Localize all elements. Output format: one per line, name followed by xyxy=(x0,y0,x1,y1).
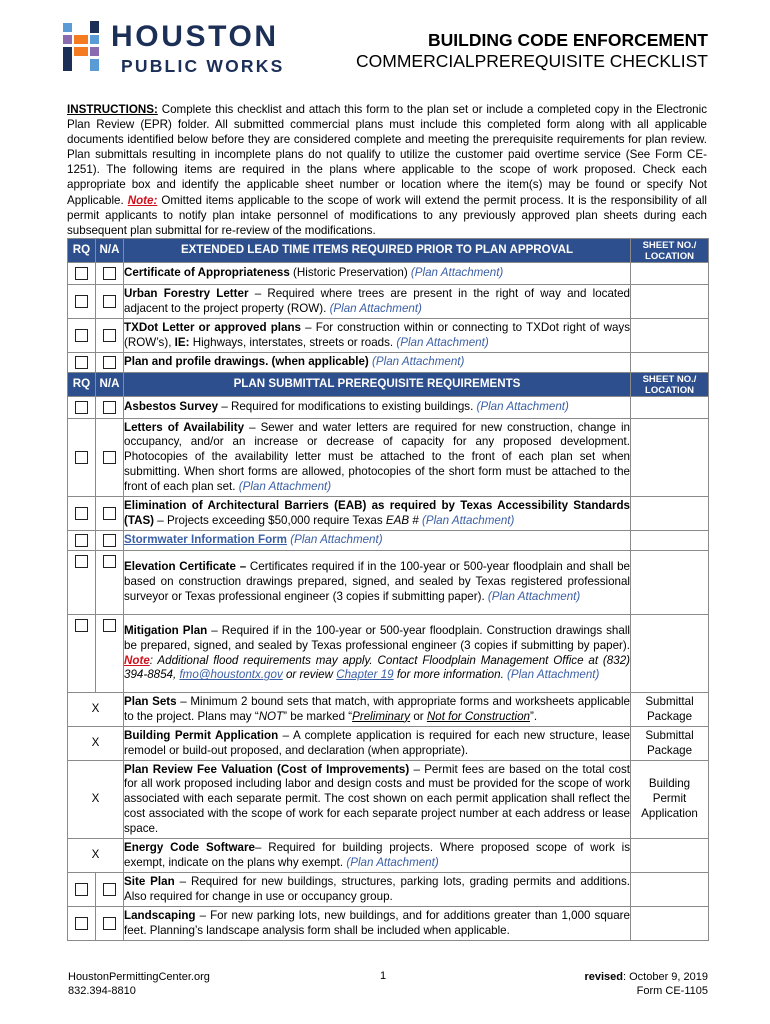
instructions-paragraph xyxy=(67,102,707,238)
table-row xyxy=(68,839,709,873)
page-number: 1 xyxy=(380,970,387,982)
page-subtitle: COMMERCIALPREREQUISITE CHECKLIST xyxy=(356,51,708,71)
item-elevation-certificate: Elevation Certificate – Certificates required if in the 100-year or 500-year floodplain and shall be based on construction drawings prepared, signed, and sealed by Texas registered professional surveyor or Texas professional engineer (3 copies if submitting paper). (Plan Attachment) xyxy=(124,551,631,615)
section1-header-row xyxy=(68,239,709,263)
section2-title: PLAN SUBMITTAL PREREQUISITE REQUIREMENTS xyxy=(124,373,631,397)
na-checkbox[interactable] xyxy=(103,917,116,930)
logo-public-works-text: PUBLIC WORKS xyxy=(121,56,285,76)
item-letters-of-availability: Letters of Availability – Sewer and water letters are required for new construction, change in occupancy, and/or an increase or decrease of capacity for any proposed development. Photocopies of the availability letter must be attached to the front of each plan set when submitting. When short forms are allowed, photocopies of the short form must be attached to the front of each plan set. (Plan Attachment) xyxy=(124,419,631,497)
footer-contact xyxy=(68,970,210,998)
sheet-location-cell[interactable] xyxy=(631,397,709,419)
sheet-location-cell[interactable] xyxy=(631,873,709,907)
sheet-location-header: SHEET NO./ LOCATION xyxy=(631,239,709,263)
instructions-text-2: Omitted items applicable to the scope of work will extend the permit process. It is the responsibility of all permit applicants to notify plan intake personnel of modifications to any previously approved plan sheets during each subsequent plan submittal for re-review of the modifications. xyxy=(67,193,707,237)
item-plan-review-fee-valuation: Plan Review Fee Valuation (Cost of Improvements) – Permit fees are based on the total cost for all work proposed including labor and design costs and must be provided for the scope of work associated with each separate permit. The cost shown on each permit application shall reflect the cost associated with the scope of work for each separate project number at each address or lease space. xyxy=(124,761,631,839)
na-checkbox[interactable] xyxy=(103,329,116,342)
checklist-table xyxy=(67,238,709,941)
table-row xyxy=(68,285,709,319)
sheet-location-cell[interactable]: Building Permit Application xyxy=(631,761,709,839)
na-column-header: N/A xyxy=(96,373,124,397)
instructions-label: INSTRUCTIONS: xyxy=(67,103,158,116)
rq-checkbox[interactable] xyxy=(75,917,88,930)
table-row xyxy=(68,263,709,285)
logo-houston-text: HOUSTON xyxy=(111,20,279,53)
table-row xyxy=(68,319,709,353)
item-stormwater-information-form: Stormwater Information Form (Plan Attachment) xyxy=(124,531,631,551)
table-row xyxy=(68,693,709,727)
rq-checkbox[interactable] xyxy=(75,451,88,464)
page-title: BUILDING CODE ENFORCEMENT xyxy=(428,30,708,50)
na-checkbox[interactable] xyxy=(103,295,116,308)
rq-checkbox[interactable] xyxy=(75,555,88,568)
sheet-location-cell[interactable] xyxy=(631,263,709,285)
revised-label: revised xyxy=(584,971,623,983)
sheet-location-cell[interactable] xyxy=(631,319,709,353)
logo-mark-icon xyxy=(63,21,103,73)
item-building-permit-application: Building Permit Application – A complete application is required for each new structure, lease remodel or build-out proposed, and declaration (when appropriate). xyxy=(124,727,631,761)
instructions-text-1: Complete this checklist and attach this form to the plan set or include a completed copy in the Electronic Plan Review (EPR) folder. All submitted commercial plans must include this completed form along with all applicable documents identified below before they are considered complete and meeting the prerequisite requirements for plan review. Plan submittals resulting in incomplete plans do not qualify to utilize the customer paid overtime service (See Form CE-1251). The following items are required in the plans where applicable to the scope of work proposed. Check each appropriate box and identify the applicable sheet number or location where the item(s) may be found or specify Not Applicable. xyxy=(67,103,707,207)
sheet-location-cell[interactable]: Submittal Package xyxy=(631,727,709,761)
item-eab: Elimination of Architectural Barriers (EAB) as required by Texas Accessibility Standards (TAS) – Projects exceeding $50,000 require Texas EAB # (Plan Attachment) xyxy=(124,497,631,531)
sheet-location-cell[interactable] xyxy=(631,497,709,531)
table-row xyxy=(68,419,709,497)
footer-revision xyxy=(584,970,708,998)
section2-header-row xyxy=(68,373,709,397)
table-row xyxy=(68,551,709,615)
item-mitigation-plan: Mitigation Plan – Required if in the 100-year or 500-year floodplain. Construction drawings shall be prepared, signed, and sealed by Texas professional engineer (3 copies if submitting by paper). Note: Additional flood requirements may apply. Contact Floodplain Management Office at (832) 394-8854, fmo@houstontx.gov or review Chapter 19 for more information. (Plan Attachment) xyxy=(124,615,631,693)
na-checkbox[interactable] xyxy=(103,401,116,414)
rq-checkbox[interactable] xyxy=(75,619,88,632)
rq-checkbox[interactable] xyxy=(75,329,88,342)
rq-mark: X xyxy=(68,693,124,727)
stormwater-form-link[interactable]: Stormwater Information Form xyxy=(124,533,287,547)
rq-checkbox[interactable] xyxy=(75,534,88,547)
table-row xyxy=(68,907,709,941)
sheet-location-header: SHEET NO./ LOCATION xyxy=(631,373,709,397)
sheet-location-cell[interactable] xyxy=(631,285,709,319)
rq-checkbox[interactable] xyxy=(75,401,88,414)
item-certificate-of-appropriateness: Certificate of Appropriateness (Historic Preservation) (Plan Attachment) xyxy=(124,263,631,285)
sheet-location-cell[interactable] xyxy=(631,531,709,551)
section1-title: EXTENDED LEAD TIME ITEMS REQUIRED PRIOR TO PLAN APPROVAL xyxy=(124,239,631,263)
form-number: Form CE-1105 xyxy=(636,985,708,997)
na-checkbox[interactable] xyxy=(103,507,116,520)
na-checkbox[interactable] xyxy=(103,267,116,280)
rq-mark: X xyxy=(68,727,124,761)
rq-checkbox[interactable] xyxy=(75,883,88,896)
sheet-location-cell[interactable] xyxy=(631,419,709,497)
rq-checkbox[interactable] xyxy=(75,295,88,308)
item-site-plan: Site Plan – Required for new buildings, structures, parking lots, grading permits and additions. Also required for change in use or occupancy group. xyxy=(124,873,631,907)
fmo-email-link[interactable]: fmo@houstontx.gov xyxy=(179,668,283,682)
rq-checkbox[interactable] xyxy=(75,267,88,280)
table-row xyxy=(68,615,709,693)
footer-phone: 832.394-8810 xyxy=(68,985,136,997)
revised-date: : October 9, 2019 xyxy=(623,971,708,983)
na-checkbox[interactable] xyxy=(103,534,116,547)
rq-checkbox[interactable] xyxy=(75,507,88,520)
table-row xyxy=(68,353,709,373)
chapter-19-link[interactable]: Chapter 19 xyxy=(336,668,394,682)
houston-public-works-logo xyxy=(63,21,308,75)
item-energy-code-software: Energy Code Software– Required for building projects. Where proposed scope of work is exempt, indicate on the plans why exempt. (Plan Attachment) xyxy=(124,839,631,873)
rq-mark: X xyxy=(68,761,124,839)
sheet-location-cell[interactable] xyxy=(631,551,709,615)
table-row xyxy=(68,761,709,839)
table-row xyxy=(68,497,709,531)
sheet-location-cell[interactable] xyxy=(631,907,709,941)
item-txdot-letter: TXDot Letter or approved plans – For construction within or connecting to TXDot right of ways (ROW’s), IE: Highways, interstates, streets or roads. (Plan Attachment) xyxy=(124,319,631,353)
na-checkbox[interactable] xyxy=(103,451,116,464)
item-asbestos-survey: Asbestos Survey – Required for modifications to existing buildings. (Plan Attachment) xyxy=(124,397,631,419)
item-plan-and-profile-drawings: Plan and profile drawings. (when applicable) (Plan Attachment) xyxy=(124,353,631,373)
rq-column-header: RQ xyxy=(68,373,96,397)
na-checkbox[interactable] xyxy=(103,555,116,568)
table-row xyxy=(68,727,709,761)
table-row xyxy=(68,531,709,551)
table-row xyxy=(68,873,709,907)
sheet-location-cell[interactable] xyxy=(631,839,709,873)
na-checkbox[interactable] xyxy=(103,356,116,369)
na-column-header: N/A xyxy=(96,239,124,263)
sheet-location-cell[interactable] xyxy=(631,615,709,693)
rq-checkbox[interactable] xyxy=(75,356,88,369)
item-urban-forestry-letter: Urban Forestry Letter – Required where trees are present in the right of way and located adjacent to the project property (ROW). (Plan Attachment) xyxy=(124,285,631,319)
table-row xyxy=(68,397,709,419)
rq-column-header: RQ xyxy=(68,239,96,263)
sheet-location-cell[interactable] xyxy=(631,353,709,373)
item-landscaping: Landscaping – For new parking lots, new buildings, and for additions greater than 1,000 square feet. Planning’s landscape analysis form shall be included when applicable. xyxy=(124,907,631,941)
rq-mark: X xyxy=(68,839,124,873)
na-checkbox[interactable] xyxy=(103,619,116,632)
na-checkbox[interactable] xyxy=(103,883,116,896)
footer-website: HoustonPermittingCenter.org xyxy=(68,971,210,983)
sheet-location-cell[interactable]: Submittal Package xyxy=(631,693,709,727)
instructions-note: Note: xyxy=(127,193,158,207)
item-plan-sets: Plan Sets – Minimum 2 bound sets that match, with appropriate forms and worksheets applicable to the project. Plans may “NOT” be marked “Preliminary or Not for Construction”. xyxy=(124,693,631,727)
